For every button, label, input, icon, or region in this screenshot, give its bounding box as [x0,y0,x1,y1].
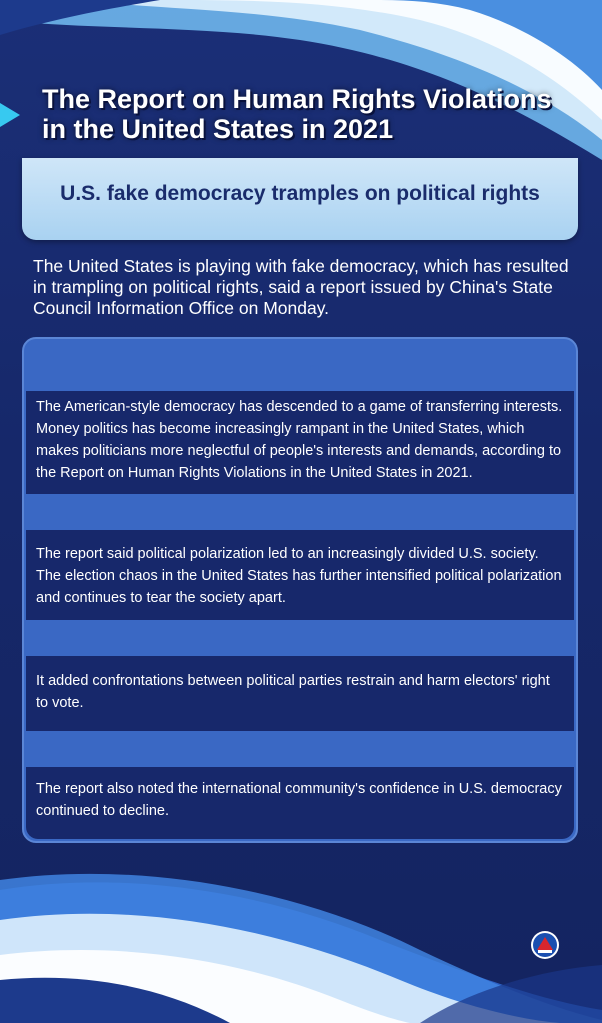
page-title: The Report on Human Rights Violations in the United States in 2021 [42,84,552,144]
broadcaster-logo-icon [530,930,560,960]
paragraph-box [26,391,574,494]
subtitle-text: U.S. fake democracy tramples on political rights [60,182,540,205]
title-arrow-icon [0,103,20,127]
subtitle-banner [22,158,578,240]
paragraph-text: The report said political polarization led to an increasingly divided U.S. society. The election chaos in the United States has further intensified political polarization and continues to tear the society apart. [36,546,562,606]
paragraph-box [26,530,574,620]
paragraph-box [26,767,574,839]
paragraph-text: The American-style democracy has descended to a game of transferring interests. Money politics has become increasingly rampant in the United States, which makes politicians more neglectful of people's interests and demands, according to the Report on Human Rights Violations in the United States in 2021. [36,399,563,481]
paragraph-text: It added confrontations between political parties restrain and harm electors' right to vote. [36,673,550,711]
paragraph-text: The report also noted the international community's confidence in U.S. democracy continued to decline. [36,781,562,819]
bottom-wave-decoration [0,860,602,1023]
paragraph-box [26,656,574,731]
intro-text: The United States is playing with fake democracy, which has resulted in trampling on political rights, said a report issued by China's State Council Information Office on Monday. [33,256,569,318]
